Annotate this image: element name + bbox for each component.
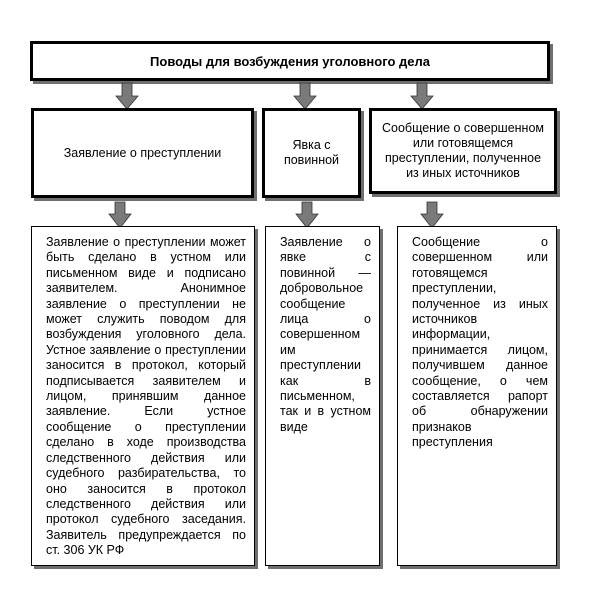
body-confession-text: Заявление о явке с повинной — добровольное сообщение лица о совершенном им преступлении как в письменном, так и в устном виде xyxy=(280,235,371,434)
arrow-head1-to-body1 xyxy=(109,202,131,228)
header-box-application xyxy=(31,108,254,198)
header-application-text: Заявление о преступлении xyxy=(63,145,222,160)
header-other-sources-text: Сообщение о совершенном или готовящемся преступлении, полученное из иных источников xyxy=(382,121,544,180)
body-box-confession xyxy=(265,226,380,566)
header-box-other-sources xyxy=(369,108,557,194)
arrow-title-to-col2 xyxy=(294,83,316,109)
header-confession-text: Явка с повинной xyxy=(283,138,340,167)
arrow-head2-to-body2 xyxy=(296,202,318,228)
diagram-title-text: Поводы для возбуждения уголовного дела xyxy=(150,53,430,69)
body-application-text: Заявление о преступлении может быть сделано в устном или письменном виде и подписано заявителем. Анонимное заявление о преступлении не может служить поводом для возбуждения уголовного дела. Устное заявление о преступлении заносится в протокол, который подписывается заявителем и лицом, принявшим данное заявление. Если устное сообщение о преступлении сделано в ходе производства следственного действия или судебного разбирательства, то оно заносится в протокол следственного действия или протокол судебного заседания. Заявитель предупреждается по ст. 306 УК РФ xyxy=(46,235,246,558)
header-box-confession xyxy=(262,108,361,198)
arrow-title-to-col1 xyxy=(116,83,138,109)
body-other-sources-text: Сообщение о совершенном или готовящемся преступлении, полученное из иных источников информации, принимается лицом, получившем данное сообщение, о чем составляется рапорт об обнаружении признаков преступления xyxy=(412,235,548,450)
diagram-title xyxy=(30,41,550,81)
body-box-other-sources xyxy=(397,226,557,566)
arrow-title-to-col3 xyxy=(411,83,433,109)
body-box-application xyxy=(31,226,255,566)
arrow-head3-to-body3 xyxy=(421,202,443,228)
